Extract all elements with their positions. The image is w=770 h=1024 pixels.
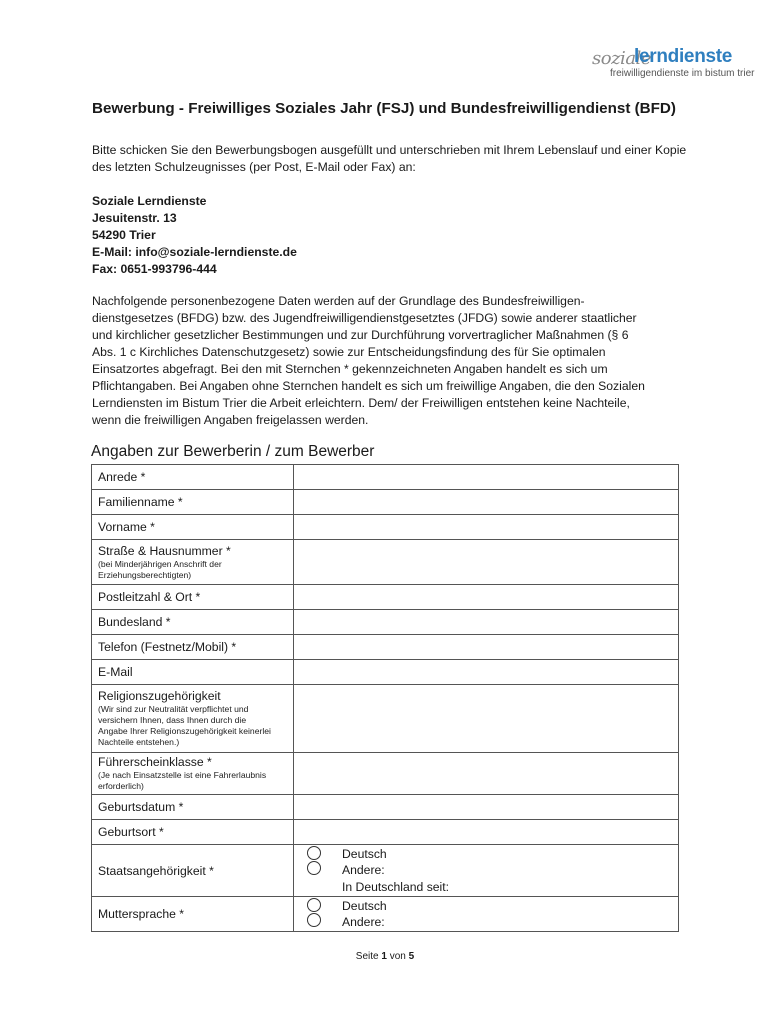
strasse-field[interactable] [294, 540, 679, 585]
staat-option-deutsch: Deutsch [342, 846, 387, 861]
muttersprache-andere-radio[interactable] [307, 913, 321, 927]
geburtsort-field[interactable] [294, 820, 679, 845]
muttersprache-option-deutsch: Deutsch [342, 898, 387, 913]
fuehrerschein-note: (Je nach Einsatzstelle ist eine Fahrerlaubnis erforderlich) [98, 770, 267, 791]
strasse-label: Straße & Hausnummer * [98, 543, 231, 558]
telefon-label: Telefon (Festnetz/Mobil) * [92, 635, 294, 660]
page-footer [0, 951, 770, 962]
section-heading: Angaben zur Bewerberin / zum Bewerber [91, 443, 375, 460]
privacy-notice [92, 293, 692, 429]
footer-page-total: 5 [408, 951, 415, 962]
privacy-line: Nachfolgende personenbezogene Daten werden auf der Grundlage des Bundesfreiwilligen- [92, 294, 585, 308]
bundesland-label: Bundesland * [92, 610, 294, 635]
address-street: Jesuitenstr. 13 [92, 211, 177, 225]
privacy-line: Einsatzortes abgefragt. Bei den mit Sternchen * gekennzeichneten Angaben handelt es sich um [92, 362, 608, 376]
staat-andere-radio[interactable] [307, 861, 321, 875]
applicant-form-table [91, 464, 679, 932]
bundesland-field[interactable] [294, 610, 679, 635]
privacy-line: Lerndiensten im Bistum Trier die Arbeit erleichtern. Dem/ der Freiwilligen entstehen keine Nachteile, [92, 396, 630, 410]
familienname-field[interactable] [294, 490, 679, 515]
address-email: E-Mail: info@soziale-lerndienste.de [92, 245, 297, 259]
privacy-line: und kirchlicher gesetzlicher Bestimmungen und zur Durchführung vorvertraglicher Maßnahmen (§ 6 [92, 328, 629, 342]
muttersprache-label: Muttersprache * [92, 897, 294, 932]
anrede-label: Anrede * [92, 465, 294, 490]
muttersprache-options [294, 897, 679, 932]
staat-deutsch-radio[interactable] [307, 846, 321, 860]
staat-option-seit: In Deutschland seit: [342, 879, 450, 894]
logo [592, 46, 755, 82]
strasse-cell [92, 540, 294, 585]
privacy-line: Pflichtangaben. Bei Angaben ohne Sternchen handelt es sich um freiwillige Angaben, die den Sozialen [92, 379, 645, 393]
footer-prefix: Seite [355, 951, 379, 962]
religion-label: Religionszugehörigkeit [98, 689, 221, 703]
religion-note: (Wir sind zur Neutralität verpflichtet und versichern Ihnen, dass Ihnen durch die Angabe Ihrer Religionszugehörigkeit keinerlei Nachteile entstehen.) [98, 704, 271, 747]
email-field[interactable] [294, 660, 679, 685]
logo-wordmark: lerndienste [634, 46, 733, 67]
religion-field[interactable] [294, 685, 679, 753]
staat-options [294, 845, 679, 897]
page-title: Bewerbung - Freiwilliges Soziales Jahr (FSJ) und Bundesfreiwilligendienst (BFD) [92, 100, 676, 117]
fuehrerschein-cell [92, 753, 294, 795]
privacy-line: Abs. 1 c Kirchliches Datenschutzgesetz) sowie zur Entscheidungsfindung des für Sie optimalen [92, 345, 606, 359]
telefon-field[interactable] [294, 635, 679, 660]
anrede-field[interactable] [294, 465, 679, 490]
muttersprache-deutsch-radio[interactable] [307, 898, 321, 912]
fuehrerschein-label: Führerscheinklasse * [98, 755, 212, 769]
footer-page-number: 1 [381, 951, 387, 962]
email-label: E-Mail [92, 660, 294, 685]
privacy-line: wenn die freiwilligen Angaben freigelassen werden. [92, 413, 369, 427]
logo-tagline: freiwilligendienste im bistum trier [610, 68, 755, 79]
geburtsort-label: Geburtsort * [92, 820, 294, 845]
geburtsdatum-label: Geburtsdatum * [92, 795, 294, 820]
familienname-label: Familienname * [92, 490, 294, 515]
address-name: Soziale Lerndienste [92, 194, 207, 208]
strasse-note: (bei Minderjährigen Anschrift der Erziehungsberechtigten) [98, 558, 222, 580]
plz-field[interactable] [294, 585, 679, 610]
address-city: 54290 Trier [92, 228, 156, 242]
geburtsdatum-field[interactable] [294, 795, 679, 820]
address-fax: Fax: 0651-993796-444 [92, 262, 217, 276]
religion-cell [92, 685, 294, 753]
staat-option-andere: Andere: [342, 863, 385, 878]
logo-script: soziale [592, 48, 651, 69]
privacy-line: dienstgesetzes (BFDG) bzw. des Jugendfreiwilligendienstgesetztes (JFDG) sowie anderer staatlicher [92, 311, 637, 325]
address-block [92, 193, 297, 278]
plz-label: Postleitzahl & Ort * [92, 585, 294, 610]
fuehrerschein-field[interactable] [294, 753, 679, 795]
muttersprache-option-andere: Andere: [342, 915, 385, 929]
footer-middle: von [389, 951, 406, 962]
intro-text: Bitte schicken Sie den Bewerbungsbogen ausgefüllt und unterschrieben mit Ihrem Lebenslauf und einer Kopie des letzten Schulzeugnisses (per Post, E-Mail oder Fax) an: [92, 143, 687, 174]
vorname-label: Vorname * [92, 515, 294, 540]
vorname-field[interactable] [294, 515, 679, 540]
staat-label: Staatsangehörigkeit * [92, 845, 294, 897]
